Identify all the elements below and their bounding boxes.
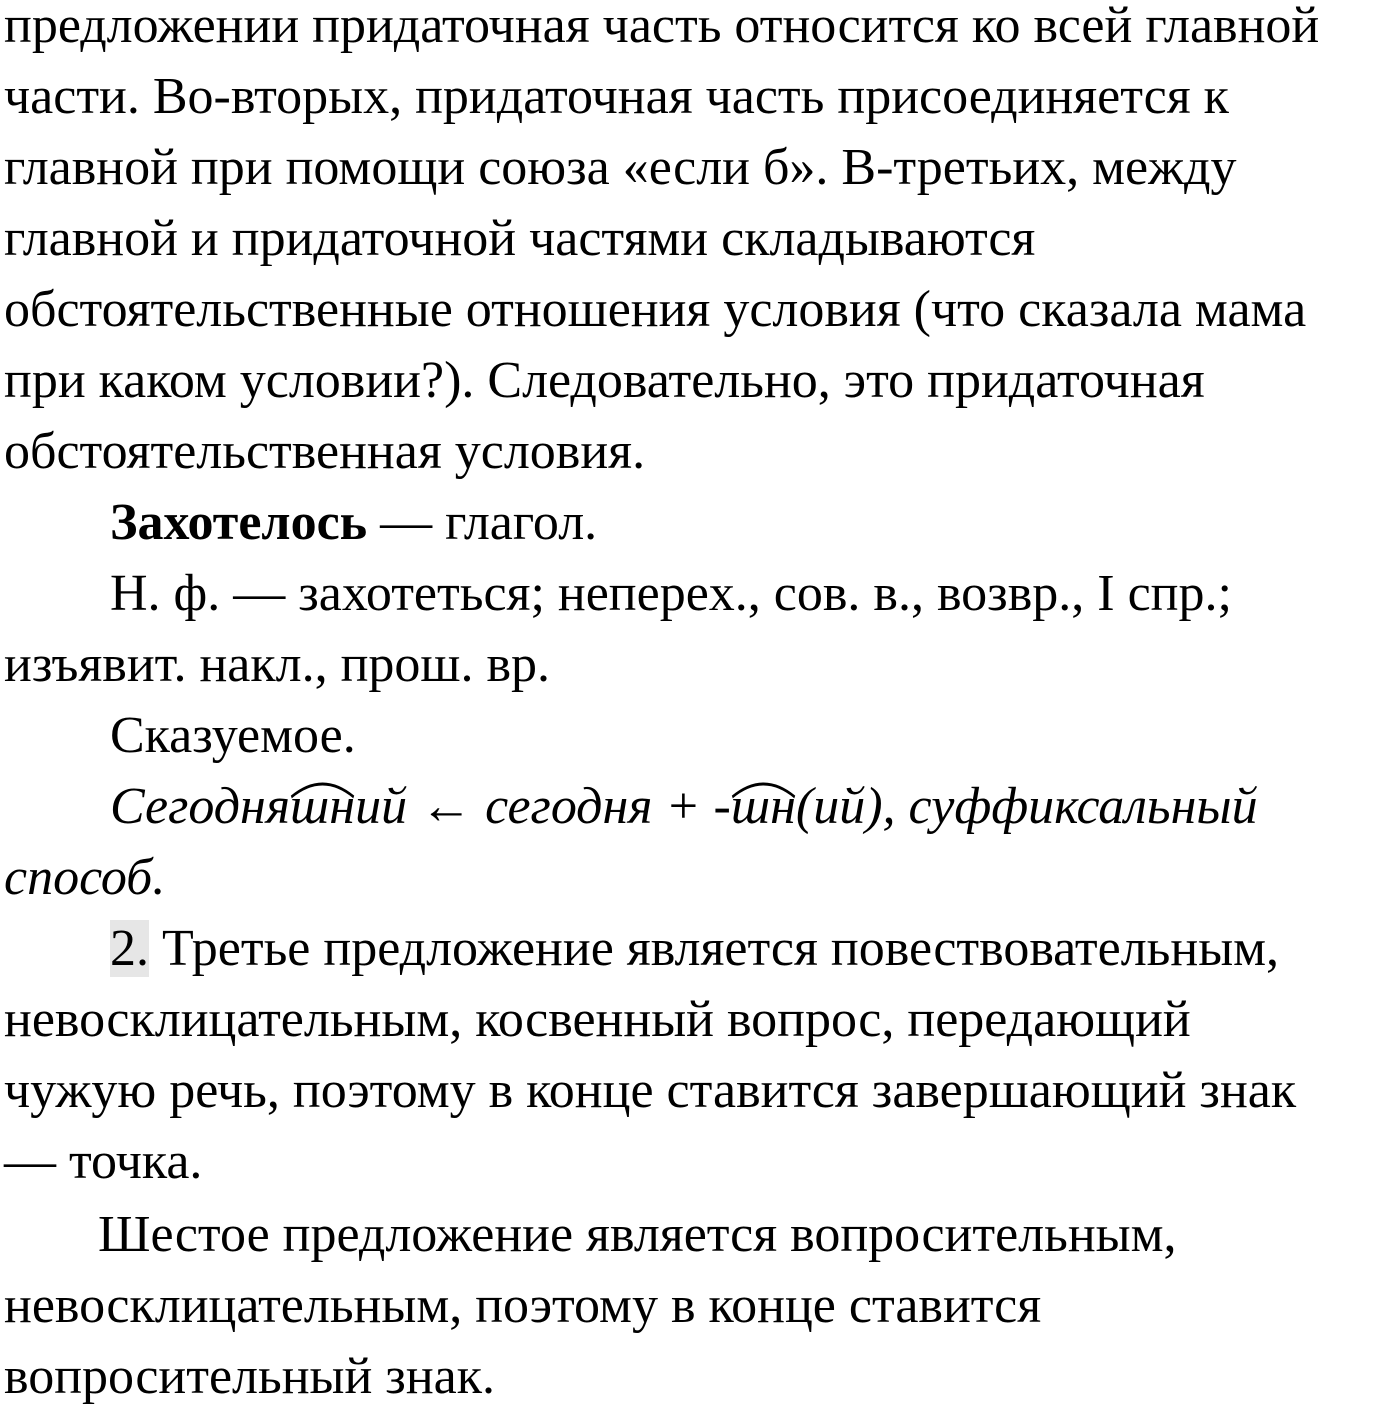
suffix-mark-2 [731, 771, 796, 843]
point-2-line [110, 913, 1279, 985]
syntactic-role-line: Сказуемое. [110, 707, 356, 764]
word-formation-method: способ. [4, 849, 166, 906]
point-number: 2. [110, 920, 149, 977]
text-line-7: обстоятельственная условия. [4, 423, 646, 480]
text-line-16: чужую речь, поэтому в конце ставится завершающий знак [4, 1062, 1297, 1119]
text-line-1: предложении придаточная часть относится ко всей главной [4, 0, 1320, 54]
word-root-part: Сегодня [110, 778, 290, 835]
suffix-arc-icon [290, 777, 355, 799]
suffix-text-2: шн [730, 778, 796, 835]
suffix-arc-icon [731, 777, 796, 799]
text-line-5: обстоятельственные отношения условия (что сказала мама [4, 281, 1307, 338]
text-line-17: — точка. [4, 1133, 203, 1190]
text-line-19: невосклицательным, поэтому в конце ставится [4, 1277, 1042, 1334]
text-line-6: при каком условии?). Следовательно, это придаточная [4, 352, 1205, 409]
word-formation-end: (ий), суффиксальный [795, 778, 1258, 835]
word-formation-line [110, 771, 1258, 843]
analyzed-word: Захотелось [110, 494, 368, 551]
part-of-speech: — глагол. [367, 494, 598, 551]
text-line-3: главной при помощи союза «если б». В-третьих, между [4, 139, 1237, 196]
suffix-mark-1 [290, 771, 355, 843]
mood-tense-line: изъявит. накл., прош. вр. [4, 636, 551, 693]
text-line-4: главной и придаточной частями складываются [4, 210, 1036, 267]
word-formation-middle: ий ← сегодня + - [355, 778, 731, 835]
text-line-15: невосклицательным, косвенный вопрос, передающий [4, 991, 1191, 1048]
text-line-20: вопросительный знак. [4, 1348, 496, 1405]
point-2-text: Третье предложение является повествовательным, [149, 920, 1280, 977]
text-line-2: части. Во-вторых, придаточная часть присоединяется к [4, 68, 1229, 125]
initial-form-line: Н. ф. — захотеться; непереx., сов. в., возвр., I спр.; [110, 565, 1232, 622]
text-line-18: Шестое предложение является вопросительным, [98, 1206, 1177, 1263]
verb-heading-line [110, 487, 597, 559]
suffix-text-1: шн [290, 778, 356, 835]
